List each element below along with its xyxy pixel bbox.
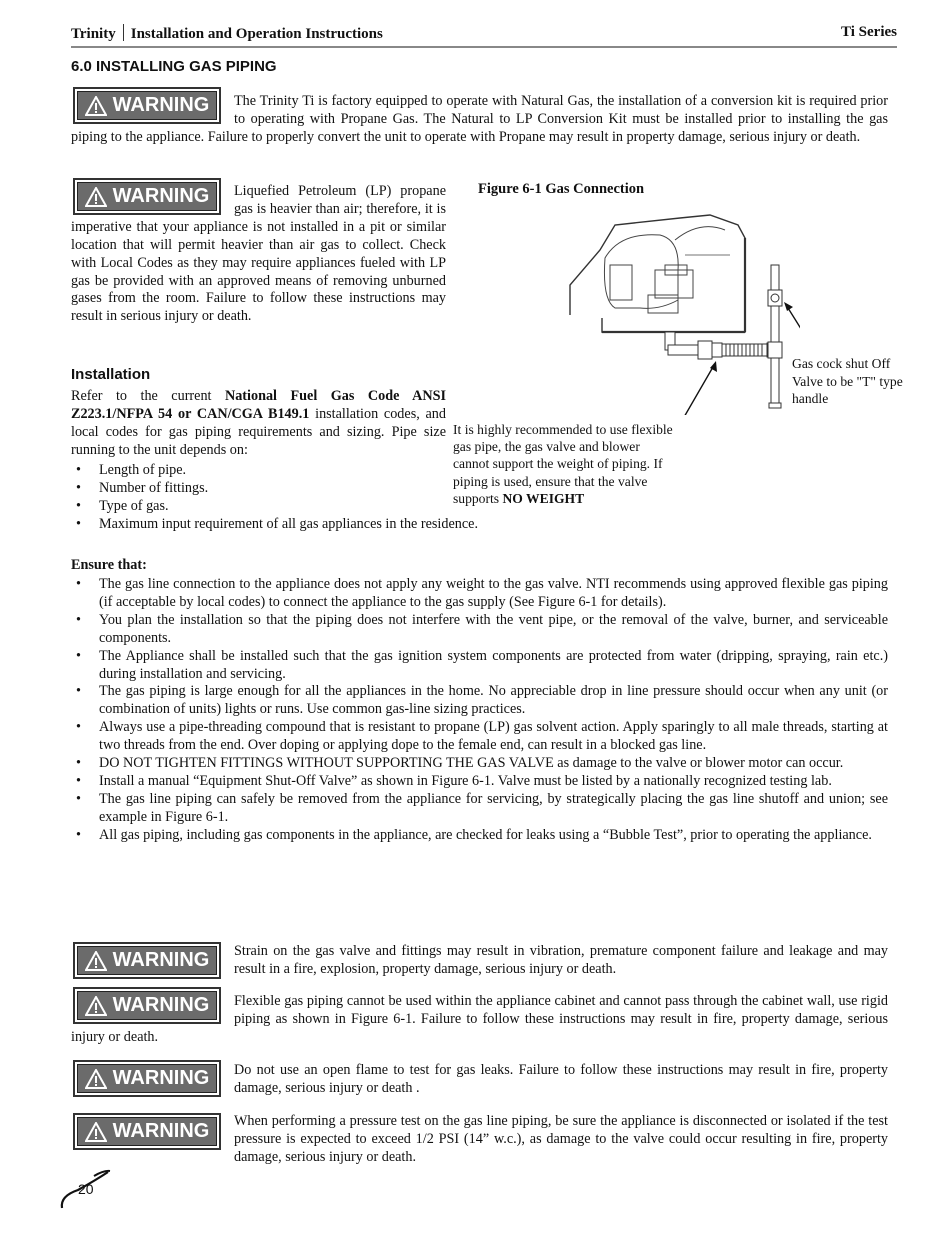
installation-intro-post: installation codes, and local codes for gas piping requirements and sizing. Pipe size running to the unit depends on: — [71, 405, 446, 458]
warning-badge-3 — [73, 942, 221, 979]
ensure-title: Ensure that: — [71, 557, 147, 573]
installation-title: Installation — [71, 366, 151, 383]
ensure-list — [71, 576, 888, 845]
installation-intro-pre: Refer to the current — [71, 388, 225, 404]
warning-text-1 — [71, 93, 888, 147]
float-spacer — [71, 183, 234, 217]
warning-badge-5 — [73, 1060, 221, 1097]
list-item: • Length of pipe. — [71, 462, 591, 480]
warning-label: WARNING — [112, 1066, 210, 1089]
warning-triangle-icon — [85, 1069, 107, 1089]
warning-triangle-icon — [85, 1122, 107, 1142]
float-spacer — [71, 93, 234, 127]
warning-label: WARNING — [112, 948, 210, 971]
list-item: • Always use a pipe-threading compound that is resistant to propane (LP) gas solvent action. Apply sparingly to all male threads, starting at two threads from the end. Over doping or applying dope to the female end, can result in a blocked gas line. — [71, 719, 888, 755]
figure-note-text: It is highly recommended to use flexible gas pipe, the gas valve and blower cannot support the weight of piping. If piping is used, ensure that the valve supports — [453, 422, 673, 506]
list-item: • Type of gas. — [71, 498, 591, 516]
warning-text-4 — [71, 993, 888, 1047]
page-number: 20 — [78, 1181, 94, 1197]
list-item: • DO NOT TIGHTEN FITTINGS WITHOUT SUPPORTING THE GAS VALVE as damage to the valve or blower motor can occur. — [71, 755, 888, 773]
warning-triangle-icon — [85, 951, 107, 971]
header-series: Ti Series — [841, 24, 897, 40]
valve-label: Gas cock shut Off Valve to be "T" type handle — [792, 356, 903, 406]
list-item: • Number of fittings. — [71, 480, 591, 498]
float-spacer — [71, 993, 234, 1027]
header-brand: Trinity — [71, 26, 116, 42]
list-item: • Maximum input requirement of all gas appliances in the residence. — [71, 516, 591, 534]
gas-connection-diagram — [560, 210, 800, 415]
header-separator — [123, 24, 124, 41]
section-title: 6.0 INSTALLING GAS PIPING — [71, 58, 277, 75]
warning-label: WARNING — [112, 993, 210, 1016]
warning-text-5: Do not use an open flame to test for gas leaks. Failure to follow these instructions may result in fire, property damage, serious injury or death . — [234, 1062, 888, 1096]
figure-title: Figure 6-1 Gas Connection — [478, 181, 645, 197]
warning-label: WARNING — [112, 1119, 210, 1142]
warning-text-2-content: Liquefied Petroleum (LP) propane gas is heavier than air; therefore, it is imperative that your appliance is not installed in a pit or similar location that will permit heavier than air gas to collect. Check with Local Codes as they may require appliances fueled with LP gas be provided with an approved means of removing unburned gases from the room. Failure to follow these instructions may result in serious injury or death. — [71, 183, 446, 325]
warning-badge-6 — [73, 1113, 221, 1150]
figure-note — [453, 421, 678, 507]
installation-intro — [71, 388, 446, 460]
list-item: • You plan the installation so that the piping does not interfere with the vent pipe, or the removal of the valve, burner, and serviceable components. — [71, 612, 888, 648]
list-item: • The gas line piping can safely be removed from the appliance for servicing, by strategically placing the gas line shutoff and union; see example in Figure 6-1. — [71, 791, 888, 827]
header-left — [71, 24, 383, 44]
warning-label: WARNING — [112, 184, 210, 207]
list-item: • All gas piping, including gas components in the appliance, are checked for leaks using a “Bubble Test”, prior to operating the appliance. — [71, 827, 888, 845]
warning-text-3: Strain on the gas valve and fittings may result in vibration, premature component failure and leakage and may result in a fire, explosion, property damage, serious injury or death. — [234, 943, 888, 977]
header-doc-title: Installation and Operation Instructions — [130, 26, 383, 42]
figure-note-bold: NO WEIGHT — [502, 490, 585, 506]
warning-text-6: When performing a pressure test on the gas line piping, be sure the appliance is disconnected or isolated if the test pressure is expected to exceed 1/2 PSI (14” w.c.), as damage to the valve could occur resulting in fire, property damage, serious injury or death. — [234, 1113, 888, 1165]
warning-text-1-content: The Trinity Ti is factory equipped to operate with Natural Gas, the installation of a conversion kit is required prior to operating with Propane Gas. The Natural to LP Conversion Kit must be installed prior to installing the gas piping to the appliance. Failure to properly convert the unit to operate with Propane may result in property damage, serious injury or death. — [71, 93, 888, 145]
list-item: • The gas piping is large enough for all the appliances in the home. No appreciable drop in line pressure should occur when any unit (or combination of units) lights or runs. Use common gas-line sizing practices. — [71, 683, 888, 719]
warning-label: WARNING — [112, 93, 210, 116]
warning-text-4-content: Flexible gas piping cannot be used within the appliance cabinet and cannot pass through the cabinet wall, use rigid piping as shown in Figure 6-1. Failure to follow these instructions may result in fire, property damage, serious injury or death. — [71, 993, 888, 1045]
list-item: • Install a manual “Equipment Shut-Off Valve” as shown in Figure 6-1. Valve must be listed by a nationally recognized testing lab. — [71, 773, 888, 791]
list-item: • The Appliance shall be installed such that the gas ignition system components are protected from water (dripping, spraying, rain etc.) during installation and servicing. — [71, 648, 888, 684]
installation-code-ref: National Fuel Gas Code ANSI Z223.1/NFPA 54 or CAN/CGA B149.1 — [71, 388, 447, 422]
warning-text-2 — [71, 183, 446, 326]
list-item: • The gas line connection to the appliance does not apply any weight to the gas valve. NTI recommends using approved flexible gas piping (if acceptable by local codes) to connect the appliance to the gas supply (See Figure 6-1 for details). — [71, 576, 888, 612]
